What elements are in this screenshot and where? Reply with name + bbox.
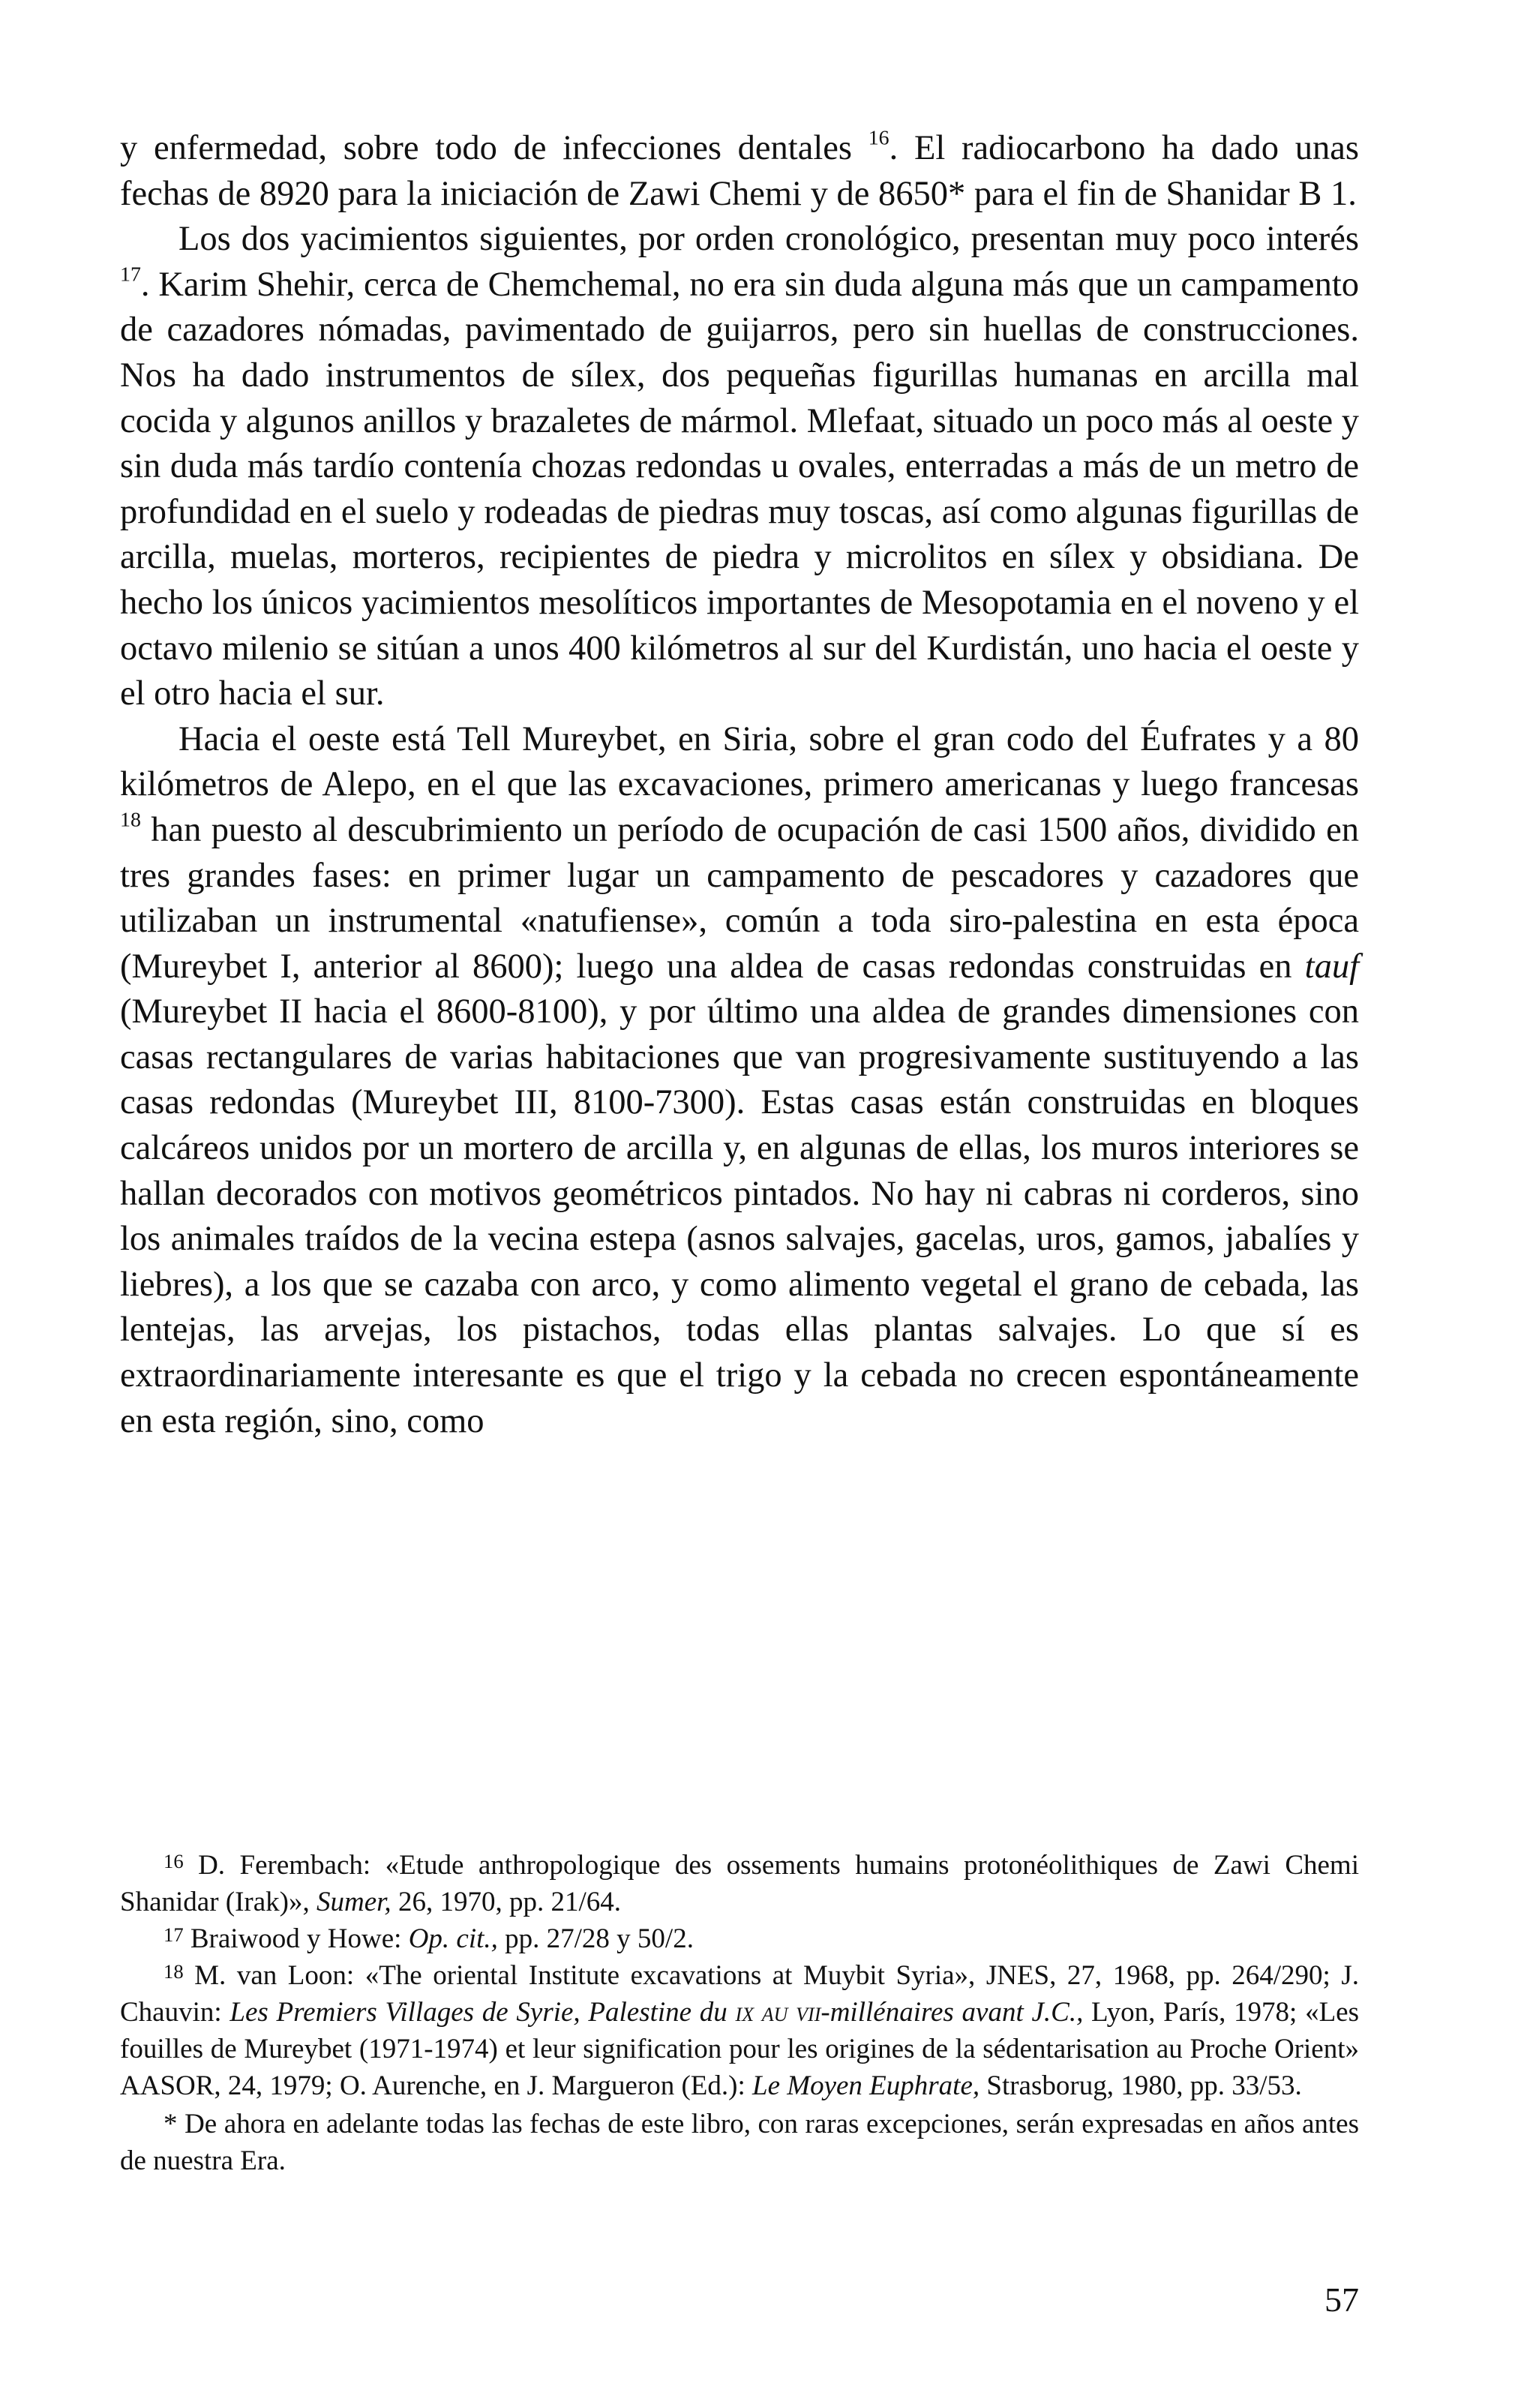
text-run: De ahora en adelante todas las fechas de este libro, con raras excepciones, serán expresadas en años antes de nuestra Era. — [120, 2109, 1359, 2176]
text-run: y enfermedad, sobre todo de infecciones dentales — [120, 129, 868, 167]
text-run: han puesto al descubrimiento un período de ocupación de casi 1500 años, dividido en tres grandes fases: en primer lugar un campamento de pescadores y cazadores que utilizaban un instrumental «natufiense», común a toda siro-palestina en esta época (Mureybet I, anterior al 8600); luego una aldea de casas redondas construidas en — [120, 810, 1359, 986]
italic-title: Le Moyen Euphrate, — [752, 2070, 980, 2101]
footnote-number: 16 — [164, 1850, 184, 1873]
italic-term: tauf — [1304, 947, 1359, 986]
footnote-16 — [120, 1847, 1359, 1920]
text-run: (Mureybet II hacia el 8600-8100), y por último una aldea de grandes dimensiones con casas rectangulares de varias habitaciones que van progresivamente sustituyendo a las casas redondas (Mureybet III, 8100-7300). Estas casas están construidas en bloques calcáreos unidos por un mortero de arcilla y, en algunas de ellas, los muros interiores se hallan decorados con motivos geométricos pintados. No hay ni cabras ni corderos, sino los animales traídos de la vecina estepa (asnos salvajes, gacelas, uros, gamos, jabalíes y liebres), a los que se cazaba con arco, y como alimento vegetal el grano de cebada, las lentejas, las arvejas, los pistachos, todas ellas plantas salvajes. Lo que sí es extraordinariamente interesante es que el trigo y la cebada no crecen espontáneamente en esta región, sino, como — [120, 992, 1359, 1440]
text-run: Lyon, París, 1978; «Les fouilles de Mureybet (1971-1974) et leur signification pour les origines de la sédentarisation au Proche Orient» AASOR, 24, 1979; O. Aurenche, en J. Margueron (Ed.): — [120, 1997, 1359, 2101]
footnote-18 — [120, 1957, 1359, 2104]
text-run: . El radiocarbono ha dado unas fechas de 8920 para la iniciación de Zawi Chemi y de 8650* para el fin de Shanidar B 1. — [120, 129, 1359, 213]
text-run: Strasborug, 1980, pp. 33/53. — [980, 2070, 1302, 2101]
footnote-asterisk — [120, 2106, 1359, 2179]
footnote-ref-16: 16 — [868, 126, 890, 150]
text-run: D. Ferembach: «Etude anthropologique des ossements humains protonéolithiques de Zawi Chemi Shanidar (Irak)», — [120, 1850, 1359, 1917]
text-run: M. van Loon: «The oriental Institute excavations at Muybit Syria», JNES, 27, 1968, pp. 264/290; J. Chauvin: — [120, 1960, 1359, 2028]
text-run: 26, 1970, pp. 21/64. — [391, 1887, 621, 1917]
small-caps-title: ix au vii — [735, 1997, 821, 2028]
paragraph-1 — [120, 126, 1359, 217]
italic-title: -millénaires avant J.C., — [820, 1997, 1084, 2028]
footnote-17 — [120, 1920, 1359, 1957]
footnote-ref-17: 17 — [120, 263, 141, 287]
text-run: pp. 27/28 y 50/2. — [497, 1923, 694, 1954]
asterisk-mark: * — [164, 2109, 178, 2139]
italic-title: Op. cit., — [408, 1923, 498, 1954]
text-run: . Karim Shehir, cerca de Chemchemal, no era sin duda alguna más que un campamento de cazadores nómadas, pavimentado de guijarros, pero sin huellas de construcciones. Nos ha dado instrumentos de sílex, dos pequeñas figurillas humanas en arcilla mal cocida y algunos anillos y brazaletes de mármol. Mlefaat, situado un poco más al oeste y sin duda más tardío contenía chozas redondas u ovales, enterradas a más de un metro de profundidad en el suelo y rodeadas de piedras muy toscas, así como algunas figurillas de arcilla, muelas, morteros, recipientes de piedra y microlitos en sílex y obsidiana. De hecho los únicos yacimientos mesolíticos importantes de Mesopotamia en el noveno y el octavo milenio se sitúan a unos 400 kilómetros al sur del Kurdistán, uno hacia el oeste y el otro hacia el sur. — [120, 265, 1359, 713]
text-run: Braiwood y Howe: — [183, 1923, 409, 1954]
paragraph-2 — [120, 217, 1359, 717]
text-run: Los dos yacimientos siguientes, por orden cronológico, presentan muy poco interés — [178, 220, 1359, 259]
body-text — [120, 126, 1359, 1444]
italic-title: Les Premiers Villages de Syrie, Palestine du — [230, 1997, 736, 2028]
paragraph-3 — [120, 717, 1359, 1445]
text-run: Hacia el oeste está Tell Mureybet, en Siria, sobre el gran codo del Éufrates y a 80 kilómetros de Alepo, en el que las excavaciones, primero americanas y luego francesas — [120, 719, 1359, 804]
italic-title: Sumer, — [316, 1887, 392, 1917]
footnote-number: 17 — [164, 1923, 184, 1947]
page-number: 57 — [1324, 2280, 1359, 2319]
footnotes — [120, 1847, 1359, 2179]
footnote-number: 18 — [164, 1960, 184, 1983]
footnote-ref-18: 18 — [120, 808, 141, 832]
